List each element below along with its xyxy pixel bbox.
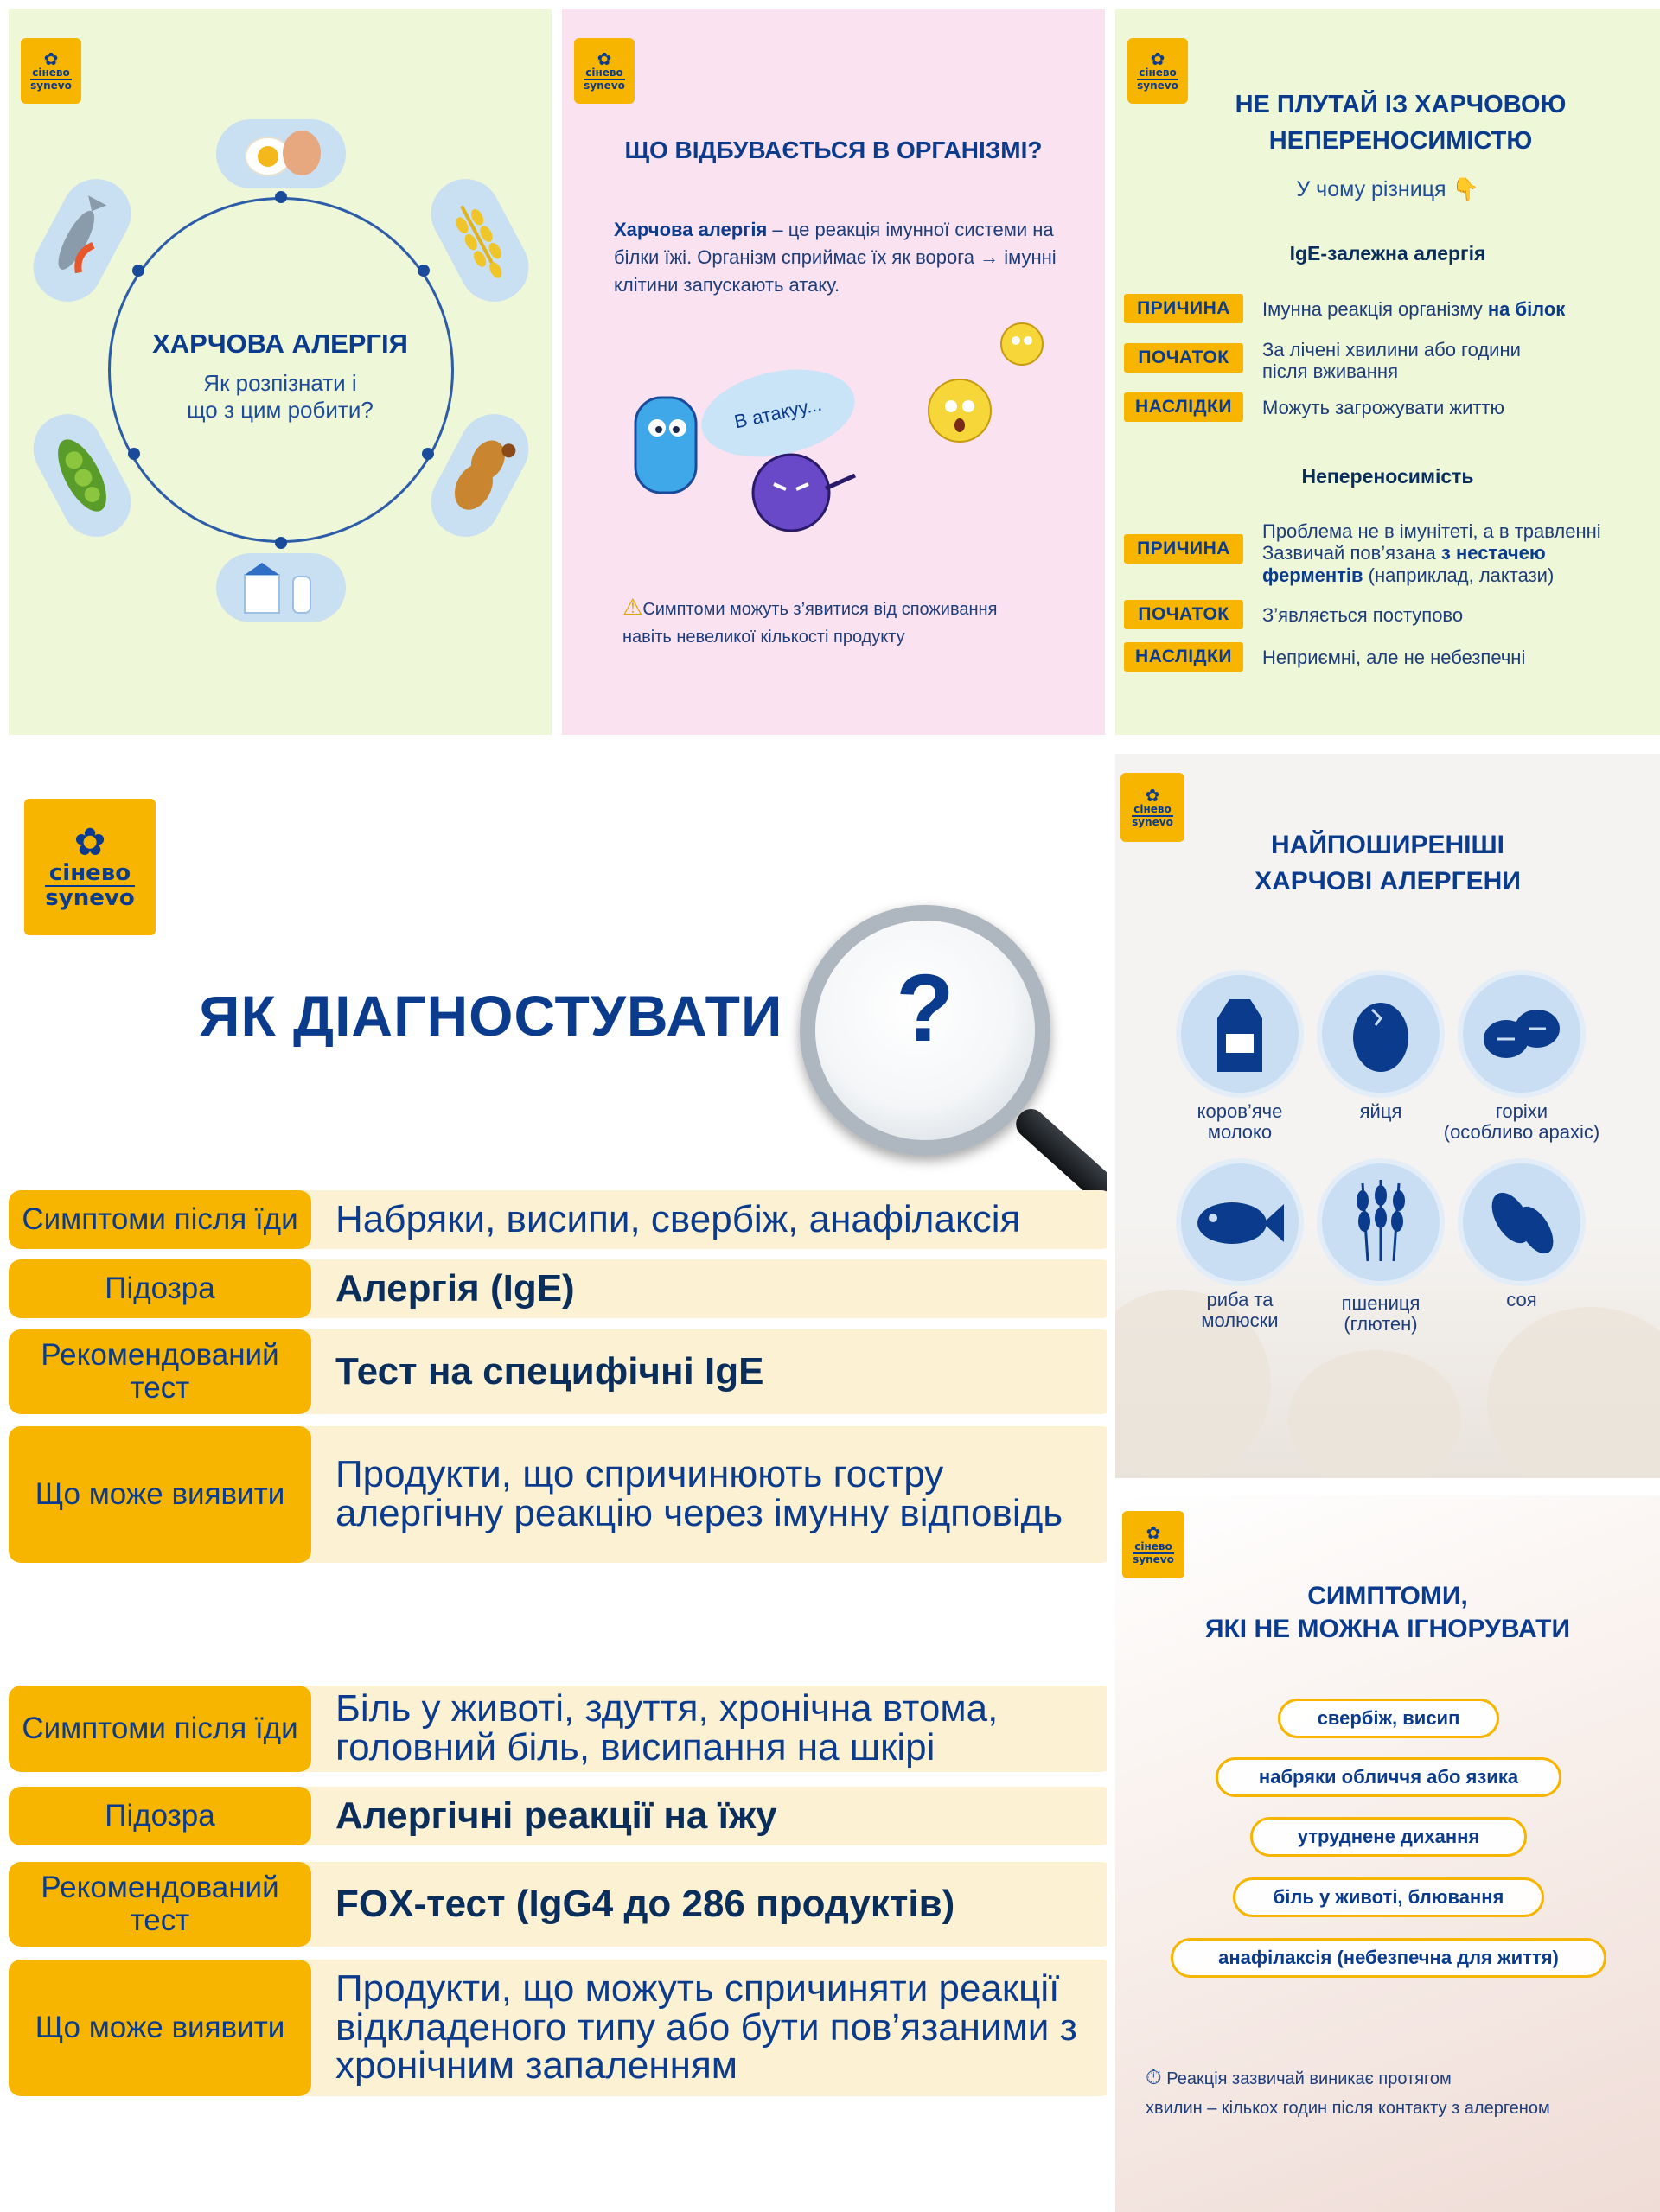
pointing-down-icon: 👇 (1452, 177, 1479, 201)
row-value: Алергія (IgE) (294, 1259, 1107, 1318)
allergy-effects: Можуть загрожувати життю (1262, 397, 1505, 418)
ring-dot (422, 448, 434, 460)
food-protein-small-icon (999, 318, 1045, 368)
allergen-label: яйця (1359, 1100, 1402, 1122)
tag-effects: НАСЛІДКИ (1124, 642, 1243, 672)
synevo-logo: ✿ сіневo synevo (24, 799, 156, 935)
immune-cell-icon (622, 380, 718, 510)
synevo-logo: ✿ сіневo synevo (21, 38, 81, 104)
row-label: Симптоми після їди (9, 1686, 311, 1772)
allergen-label: горіхи (особливо арахіс) (1443, 1100, 1600, 1144)
section-ige-allergy: IgE-залежна алергія (1289, 242, 1486, 265)
symptom-chip: набряки обличчя або язика (1216, 1757, 1561, 1797)
tag-onset: ПОЧАТОК (1124, 343, 1243, 373)
panel-common-allergens (1115, 754, 1660, 1478)
row-value: Набряки, висипи, свербіж, анафілаксія (294, 1190, 1107, 1249)
intolerance-effects: Неприємні, але не небезпечні (1262, 647, 1526, 668)
symptom-chip: утруднене дихання (1250, 1817, 1527, 1857)
reaction-time-note: ⏱ Реакція зазвичай виникає протягом хвилин – кількох годин після контакту з алергеном (1146, 2066, 1550, 2119)
milk-icon (216, 553, 346, 622)
warning-icon: ⚠ (622, 594, 643, 620)
panel6-title: СИМПТОМИ, ЯКІ НЕ МОЖНА ІГНОРУВАТИ (1204, 1582, 1571, 1643)
allergy-definition (614, 216, 1063, 299)
ring-dot (275, 191, 287, 203)
ring-dot (132, 265, 144, 277)
difference-subtitle: У чому різниця 👇 (1296, 177, 1479, 201)
tag-cause: ПРИЧИНА (1124, 534, 1243, 564)
wheat-icon (418, 167, 540, 314)
synevo-logo: ✿ сіневo synevo (574, 38, 635, 104)
food-protein-icon (925, 372, 994, 449)
question-mark: ? (896, 955, 954, 1061)
panel1-subtitle: Як розпізнати і що з цим робити? (187, 370, 374, 424)
panel-food-allergy-cover (9, 9, 552, 735)
allergen-label: коров’яче молоко (1197, 1100, 1283, 1144)
table1-row (9, 1426, 1107, 1563)
fish-shrimp-icon (21, 167, 143, 314)
tag-cause: ПРИЧИНА (1124, 294, 1243, 323)
egg-icon (1317, 970, 1445, 1098)
panel-what-happens (562, 9, 1105, 735)
peanut-icon (1458, 970, 1586, 1098)
tag-effects: НАСЛІДКИ (1124, 392, 1243, 422)
allergy-cause: Імунна реакція організму на білок (1262, 298, 1566, 320)
soy-icon (1458, 1158, 1586, 1286)
bowl-decoration (1288, 1350, 1461, 1478)
allergen-label: пшениця (глютен) (1341, 1292, 1421, 1335)
fish-icon (1176, 1158, 1304, 1286)
symptom-chip: біль у животі, блювання (1233, 1877, 1544, 1917)
row-label: Підозра (9, 1259, 311, 1318)
milk-carton-icon (1176, 970, 1304, 1098)
panel5-title: НАЙПОШИРЕНІШІ ХАРЧОВІ АЛЕРГЕНИ (1255, 831, 1521, 896)
allergy-definition-text: – це реакція імунної системи на білки їжі. Організм сприймає їх як ворога → імунні клітини запускають атаку. (614, 219, 1057, 296)
ring-dot (128, 448, 140, 460)
ring-dot (418, 265, 430, 277)
speech-bubble: В атакуу... (693, 356, 863, 469)
wheat-icon (1317, 1158, 1445, 1286)
symptom-chip: свербіж, висип (1278, 1699, 1499, 1738)
intolerance-onset: З’являється поступово (1262, 604, 1464, 626)
panel1-title: ХАРЧОВА АЛЕРГІЯ (152, 328, 408, 359)
diagnose-title: ЯК ДІАГНОСТУВАТИ (199, 984, 783, 1048)
tag-onset: ПОЧАТОК (1124, 600, 1243, 629)
allergy-onset: За лічені хвилини або години після вживання (1262, 339, 1521, 383)
row-label: Що може виявити (9, 1426, 311, 1563)
symptom-chip: анафілаксія (небезпечна для життя) (1171, 1938, 1606, 1978)
table1-row (9, 1190, 1107, 1249)
magnifier-icon (800, 905, 1050, 1156)
synevo-logo: ✿ сіневo synevo (1122, 1511, 1184, 1578)
row-label: Що може виявити (9, 1960, 311, 2096)
warning-note: ⚠Симптоми можуть з’явитися від споживання навіть невеликої кількості продукту (622, 594, 998, 647)
row-value: FOX-тест (IgG4 до 286 продуктів) (294, 1862, 1107, 1947)
section-intolerance: Непереносимість (1301, 465, 1474, 488)
allergen-label: соя (1506, 1289, 1537, 1310)
table1-row (9, 1259, 1107, 1318)
row-value: Продукти, що спричинюють гостру алергічну реакцію через імунну відповідь (294, 1426, 1107, 1563)
panel-symptoms (1115, 1495, 1660, 2212)
row-value: Продукти, що можуть спричиняти реакції відкладеного типу або бути пов’язаними з хронічним запаленням (294, 1960, 1107, 2096)
panel-how-to-diagnose (0, 754, 1107, 2212)
intolerance-cause: Проблема не в імунітеті, а в травленні Зазвичай пов’язана з нестачею ферментів (наприклад, лактази) (1262, 520, 1601, 586)
egg-icon (216, 119, 346, 188)
row-label: Підозра (9, 1787, 311, 1845)
synevo-logo: ✿ сіневo synevo (1120, 773, 1184, 842)
synevo-logo: ✿ сіневo synevo (1127, 38, 1188, 104)
ring-dot (275, 537, 287, 549)
row-value: Тест на специфічні IgE (294, 1329, 1107, 1414)
allergen-label: риба та молюски (1201, 1289, 1279, 1332)
timer-icon: ⏱ (1146, 2066, 1162, 2089)
table2-row (9, 1787, 1107, 1845)
row-value: Алергічні реакції на їжу (294, 1787, 1107, 1845)
allergen-protein-icon (739, 441, 860, 536)
allergy-term: Харчова алергія (614, 219, 768, 240)
row-label: Симптоми після їди (9, 1190, 311, 1249)
row-label: Рекомендований тест (9, 1862, 311, 1947)
table2-row (9, 1686, 1107, 1772)
table2-row (9, 1862, 1107, 1947)
table1-row (9, 1329, 1107, 1414)
row-label: Рекомендований тест (9, 1329, 311, 1414)
panel2-title: ЩО ВІДБУВАЄТЬСЯ В ОРГАНІЗМІ? (624, 137, 1043, 163)
table2-row (9, 1960, 1107, 2096)
panel-allergy-vs-intolerance (1115, 9, 1660, 735)
panel3-title: НЕ ПЛУТАЙ ІЗ ХАРЧОВОЮ НЕПЕРЕНОСИМІСТЮ (1235, 91, 1567, 156)
row-value: Біль у животі, здуття, хронічна втома, головний біль, висипання на шкірі (294, 1686, 1107, 1772)
